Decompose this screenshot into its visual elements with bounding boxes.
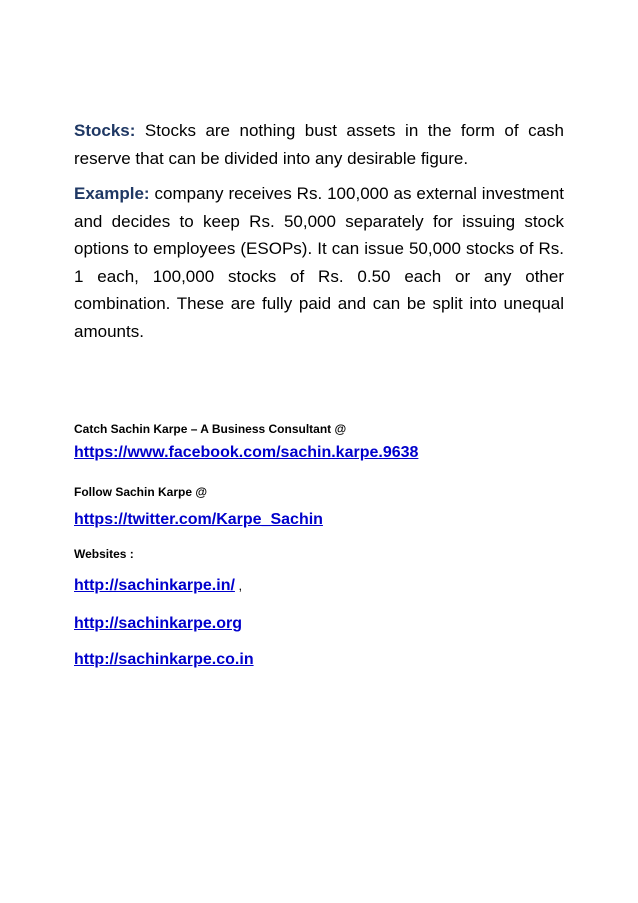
website-line-1 xyxy=(74,577,242,595)
example-term: Example: xyxy=(74,184,150,203)
twitter-line xyxy=(74,511,323,529)
website-separator: , xyxy=(234,578,243,593)
website-link-3[interactable]: http://sachinkarpe.co.in xyxy=(74,651,254,668)
website-line-2 xyxy=(74,615,242,633)
twitter-link[interactable]: https://twitter.com/Karpe_Sachin xyxy=(74,511,323,528)
stocks-definition: Stocks are nothing bust assets in the form of cash reserve that can be divided into any desirable figure. xyxy=(74,121,564,168)
example-text: company receives Rs. 100,000 as external investment and decides to keep Rs. 50,000 separately for issuing stock options to employees (ESOPs). It can issue 50,000 stocks of Rs. 1 each, 100,000 stocks of Rs. 0.50 each or any other combination. These are fully paid and can be split into unequal amounts. xyxy=(74,184,564,341)
facebook-link[interactable]: https://www.facebook.com/sachin.karpe.9638 xyxy=(74,444,419,461)
websites-label: Websites : xyxy=(74,547,134,561)
follow-label: Follow Sachin Karpe @ xyxy=(74,485,208,499)
example-paragraph xyxy=(74,180,564,345)
facebook-line xyxy=(74,444,418,462)
website-line-3 xyxy=(74,651,254,669)
catch-label: Catch Sachin Karpe – A Business Consultant @ xyxy=(74,422,347,436)
website-link-1[interactable]: http://sachinkarpe.in/ xyxy=(74,577,235,594)
stocks-term: Stocks: xyxy=(74,121,136,140)
website-link-2[interactable]: http://sachinkarpe.org xyxy=(74,615,243,632)
stocks-paragraph xyxy=(74,117,564,172)
